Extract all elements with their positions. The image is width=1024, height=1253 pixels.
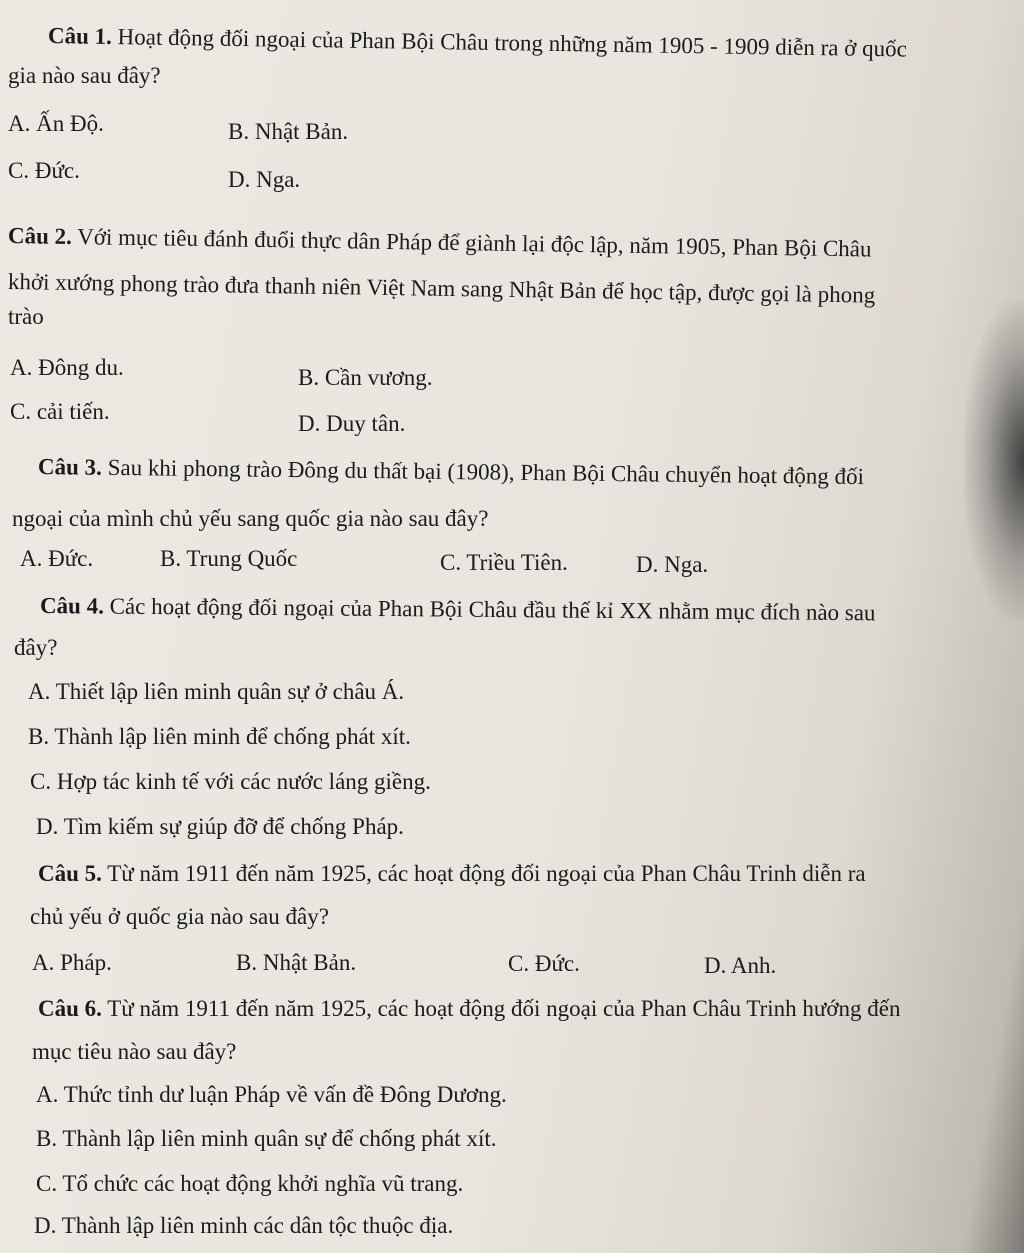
question-line: trào [8, 304, 44, 329]
question-line: Từ năm 1911 đến năm 1925, các hoạt động đối ngoại của Phan Châu Trinh hướng đến [107, 996, 901, 1021]
option-c: C. Triều Tiên. [440, 550, 568, 575]
question-6-text [38, 995, 900, 1023]
option-a: A. Pháp. [32, 950, 112, 975]
option-d: D. Nga. [228, 167, 301, 192]
question-label: Câu 6. [38, 996, 102, 1021]
question-line: chủ yếu ở quốc gia nào sau đây? [30, 904, 329, 929]
question-line: Với mục tiêu đánh đuổi thực dân Pháp để giành lại độc lập, năm 1905, Phan Bội Châu [77, 224, 872, 262]
option-c: C. Tổ chức các hoạt động khởi nghĩa vũ trang. [36, 1171, 464, 1196]
option-d: D. Tìm kiếm sự giúp đỡ để chống Pháp. [36, 814, 404, 839]
question-line: khởi xướng phong trào đưa thanh niên Việt Nam sang Nhật Bản để học tập, được gọi là phong [7, 269, 876, 308]
question-line: Sau khi phong trào Đông du thất bại (1908), Phan Bội Châu chuyển hoạt động đối [107, 454, 865, 490]
question-4-text [40, 592, 876, 627]
question-label: Câu 1. [47, 23, 113, 50]
option-a: A. Thức tỉnh dư luận Pháp về vấn đề Đông Dương. [36, 1082, 507, 1107]
question-2-text [8, 222, 872, 264]
question-line: Hoạt động đối ngoại của Phan Bội Châu trong những năm 1905 - 1909 diễn ra ở quốc [117, 24, 908, 62]
option-d: D. Nga. [636, 552, 709, 577]
option-d: D. Thành lập liên minh các dân tộc thuộc địa. [34, 1213, 454, 1238]
option-a: A. Đông du. [10, 355, 124, 380]
question-line: ngoại của mình chủ yếu sang quốc gia nào sau đây? [12, 506, 489, 531]
question-line: đây? [14, 635, 58, 660]
question-line: Từ năm 1911 đến năm 1925, các hoạt động đối ngoại của Phan Châu Trinh diễn ra [107, 861, 866, 886]
option-b: B. Nhật Bản. [236, 950, 357, 975]
question-label: Câu 3. [37, 454, 103, 480]
option-d: D. Anh. [704, 953, 777, 978]
question-label: Câu 2. [7, 223, 73, 250]
option-b: B. Trung Quốc [160, 546, 298, 571]
question-label: Câu 4. [39, 593, 105, 619]
option-b: B. Cần vương. [298, 365, 433, 390]
option-a: A. Thiết lập liên minh quân sự ở châu Á. [28, 679, 405, 704]
question-label: Câu 5. [38, 861, 102, 886]
question-5-text [38, 860, 866, 888]
question-line: gia nào sau đây? [8, 63, 161, 88]
option-c: C. Hợp tác kinh tế với các nước láng giềng. [30, 769, 431, 794]
option-c: C. cải tiến. [10, 399, 110, 424]
option-b: B. Thành lập liên minh để chống phát xít. [28, 724, 411, 749]
question-3-text [38, 453, 864, 491]
option-d: D. Duy tân. [298, 411, 406, 436]
option-b: B. Nhật Bản. [228, 119, 349, 144]
question-1-text [48, 22, 907, 63]
option-c: C. Đức. [8, 158, 80, 183]
page-shadow [964, 300, 1024, 620]
question-line: Các hoạt động đối ngoại của Phan Bội Châu đầu thế kỉ XX nhằm mục đích nào sau [109, 593, 876, 626]
option-a: A. Ấn Độ. [8, 111, 104, 136]
question-line: mục tiêu nào sau đây? [32, 1039, 237, 1064]
option-c: C. Đức. [508, 951, 580, 976]
option-b: B. Thành lập liên minh quân sự để chống phát xít. [36, 1126, 497, 1151]
option-a: A. Đức. [20, 546, 94, 571]
